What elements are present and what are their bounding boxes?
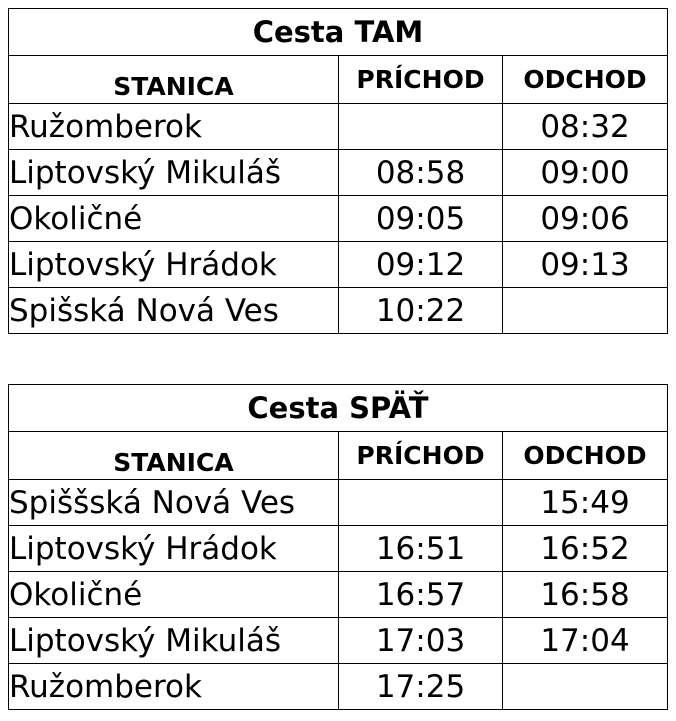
- station-name: Ružomberok: [9, 664, 339, 710]
- departure-time: 08:32: [503, 104, 668, 150]
- arrival-time: 09:05: [339, 196, 503, 242]
- station-name: Liptovský Hrádok: [9, 526, 339, 572]
- table-row: [9, 150, 668, 196]
- column-header-departure: ODCHOD: [503, 432, 668, 480]
- arrival-time: 16:57: [339, 572, 503, 618]
- station-name: Ružomberok: [9, 104, 339, 150]
- table-row: [9, 480, 668, 526]
- table-title: Cesta TAM: [9, 9, 668, 56]
- arrival-time: 10:22: [339, 288, 503, 334]
- departure-time: 16:58: [503, 572, 668, 618]
- station-name: Spiššská Nová Ves: [9, 480, 339, 526]
- table-row: [9, 572, 668, 618]
- column-header-departure: ODCHOD: [503, 56, 668, 104]
- arrival-time: [339, 104, 503, 150]
- table-title-row: [9, 385, 668, 432]
- departure-time: [503, 288, 668, 334]
- column-header-arrival: PRÍCHOD: [339, 56, 503, 104]
- table-title: Cesta SPÄŤ: [9, 385, 668, 432]
- table-row: [9, 618, 668, 664]
- station-name: Liptovský Hrádok: [9, 242, 339, 288]
- station-name: Liptovský Mikuláš: [9, 150, 339, 196]
- departure-time: 09:06: [503, 196, 668, 242]
- arrival-time: 17:03: [339, 618, 503, 664]
- arrival-time: 09:12: [339, 242, 503, 288]
- table-row: [9, 242, 668, 288]
- station-name: Okoličné: [9, 196, 339, 242]
- departure-time: 09:13: [503, 242, 668, 288]
- departure-time: 15:49: [503, 480, 668, 526]
- departure-time: 17:04: [503, 618, 668, 664]
- column-header-arrival: PRÍCHOD: [339, 432, 503, 480]
- arrival-time: [339, 480, 503, 526]
- timetable-outbound: [8, 8, 668, 334]
- arrival-time: 16:51: [339, 526, 503, 572]
- table-row: [9, 288, 668, 334]
- timetable-return: [8, 384, 668, 710]
- departure-time: [503, 664, 668, 710]
- table-row: [9, 196, 668, 242]
- arrival-time: 08:58: [339, 150, 503, 196]
- station-name: Okoličné: [9, 572, 339, 618]
- table-header-row: [9, 432, 668, 480]
- station-name: Spišská Nová Ves: [9, 288, 339, 334]
- column-header-station: STANICA: [9, 432, 339, 480]
- table-row: [9, 664, 668, 710]
- table-row: [9, 526, 668, 572]
- column-header-station: STANICA: [9, 56, 339, 104]
- station-name: Liptovský Mikuláš: [9, 618, 339, 664]
- table-header-row: [9, 56, 668, 104]
- arrival-time: 17:25: [339, 664, 503, 710]
- departure-time: 09:00: [503, 150, 668, 196]
- table-row: [9, 104, 668, 150]
- departure-time: 16:52: [503, 526, 668, 572]
- table-title-row: [9, 9, 668, 56]
